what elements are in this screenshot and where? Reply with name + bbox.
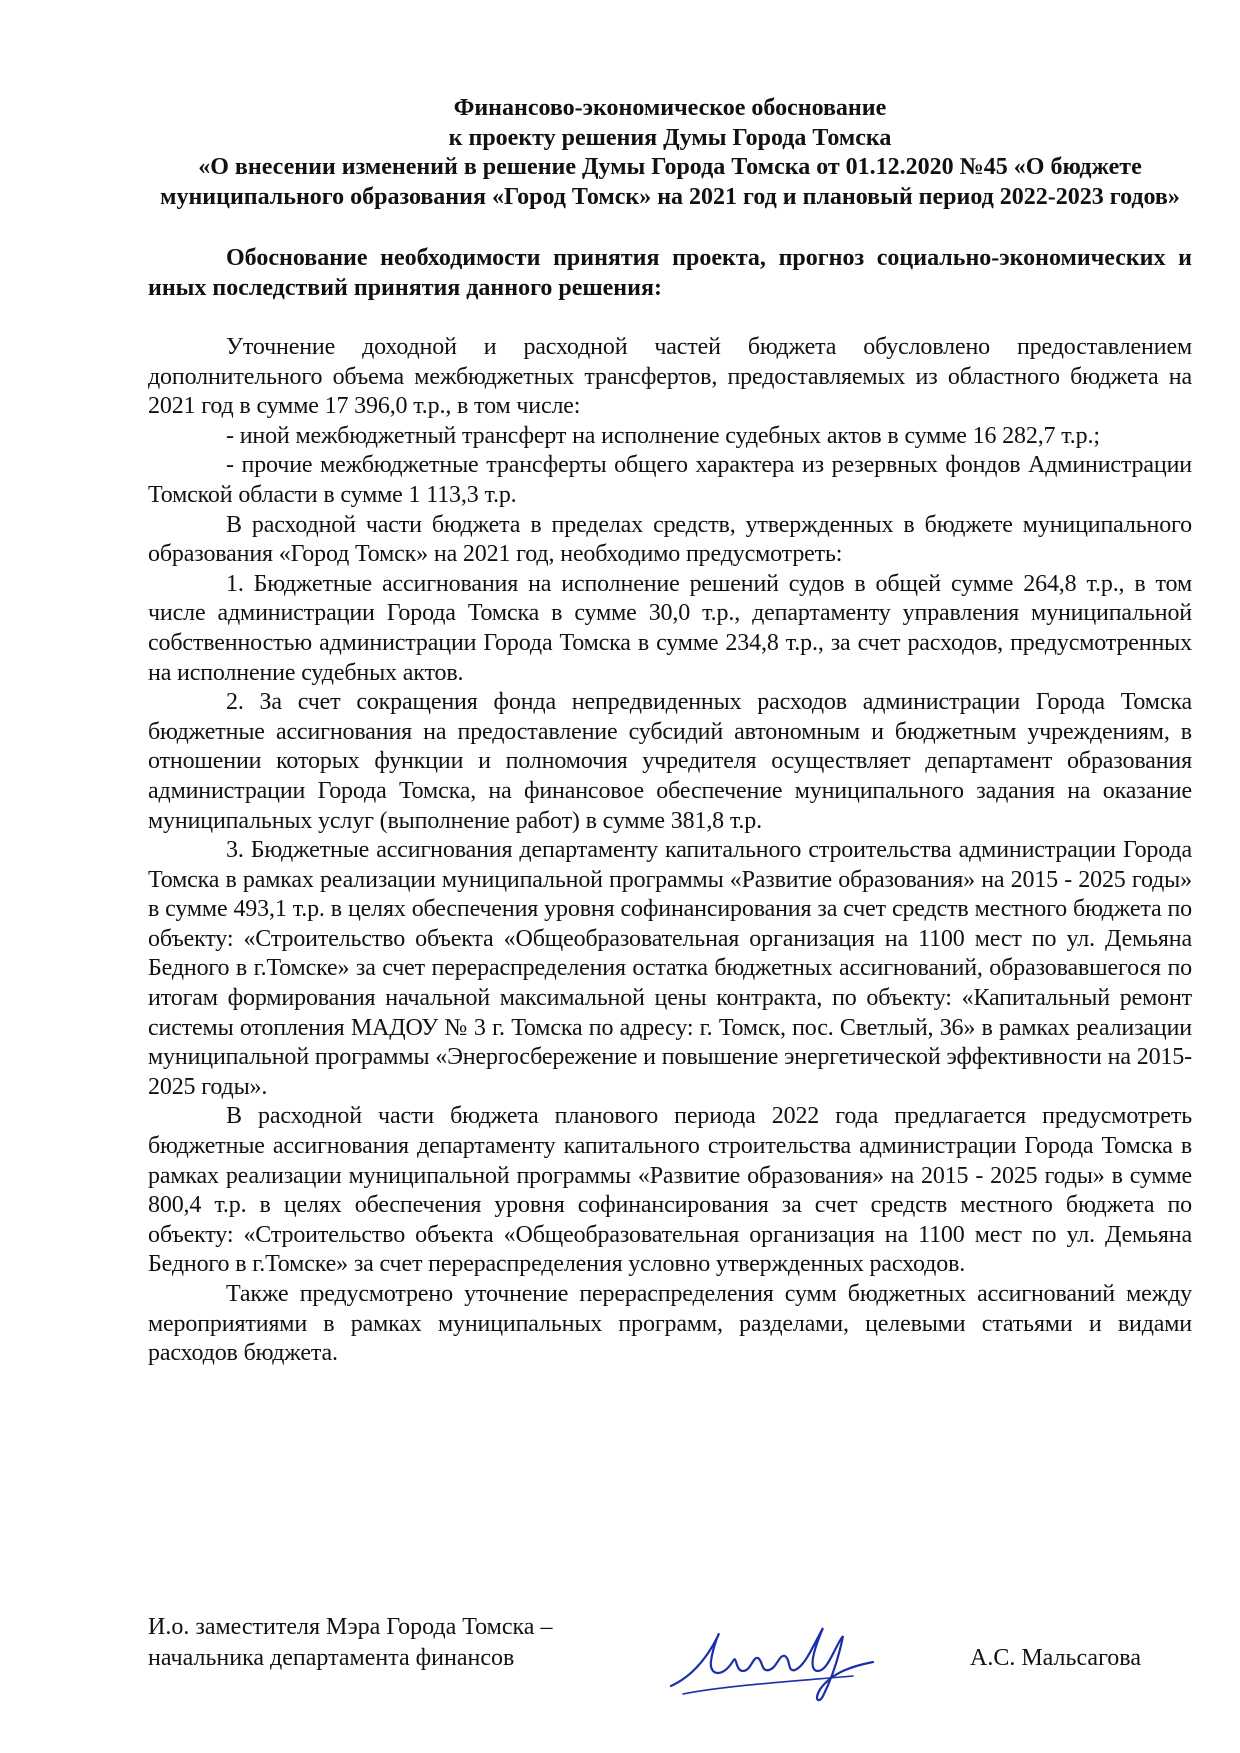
handwritten-signature-icon	[663, 1616, 883, 1706]
title-line-3: «О внесении изменений в решение Думы Города Томска от 01.12.2020 №45 «О бюджете муниципального образования «Город Томск» на 2021 год и плановый период 2022-2023 годов»	[160, 154, 1180, 210]
title-line-2: к проекту решения Думы Города Томска	[448, 124, 892, 151]
numbered-item: 2. За счет сокращения фонда непредвиденных расходов администрации Города Томска бюджетные ассигнования на предоставление субсидий автономным и бюджетным учреждениям, в отношении которых функции и полномочия учредителя осуществляет департамент образования администрации Города Томска, на финансовое обеспечение муниципального задания на оказание муниципальных услуг (выполнение работ) в сумме 381,8 т.р.	[148, 689, 1192, 834]
list-item: - прочие межбюджетные трансферты общего характера из резервных фондов Администрации Томской области в сумме 1 113,3 т.р.	[148, 452, 1192, 508]
signature-block	[148, 1612, 1192, 1712]
title-line-1: Финансово-экономическое обоснование	[453, 95, 887, 121]
paragraph: В расходной части бюджета планового периода 2022 года предлагается предусмотреть бюджетные ассигнования департаменту капитального строительства администрации Города Томска в рамках реализации муниципальной программы «Развитие образования» на 2015 - 2025 годы» в сумме 800,4 т.р. в целях обеспечения уровня софинансирования за счет средств местного бюджета по объекту: «Строительство объекта «Общеобразовательная организация на 1100 мест по ул. Демьяна Бедного в г.Томске» за счет перераспределения условно утвержденных расходов.	[148, 1103, 1192, 1278]
list-item: - иной межбюджетный трансферт на исполнение судебных актов в сумме 16 282,7 т.р.;	[226, 422, 1100, 449]
paragraph: Также предусмотрено уточнение перераспределения сумм бюджетных ассигнований между мероприятиями в рамках муниципальных программ, разделами, целевыми статьями и видами расходов бюджета.	[148, 1281, 1192, 1367]
numbered-item: 3. Бюджетные ассигнования департаменту капитального строительства администрации Города Томска в рамках реализации муниципальной программы «Развитие образования» на 2015 - 2025 годы» в сумме 493,1 т.р. в целях обеспечения уровня софинансирования за счет средств местного бюджета по объекту: «Строительство объекта «Общеобразовательная организация на 1100 мест по ул. Демьяна Бедного в г.Томске» за счет перераспределения остатка бюджетных ассигнований, образовавшегося по итогам формирования начальной максимальной цены контракта, по объекту: «Капитальный ремонт системы отопления МАДОУ № 3 г. Томска по адресу: г. Томск, пос. Светлый, 36» в рамках реализации муниципальной программы «Энергосбережение и повышение энергетической эффективности на 2015-2025 годы».	[148, 837, 1192, 1100]
signatory-name: А.С. Мальсагова	[970, 1645, 1141, 1671]
signatory-position	[148, 1612, 552, 1674]
paragraph: Уточнение доходной и расходной частей бюджета обусловлено предоставлением дополнительного объема межбюджетных трансфертов, предоставляемых из областного бюджета на 2021 год в сумме 17 396,0 т.р., в том числе:	[148, 334, 1192, 420]
section-heading: Обоснование необходимости принятия проекта, прогноз социально-экономических и иных последствий принятия данного решения:	[148, 245, 1192, 301]
paragraph: В расходной части бюджета в пределах средств, утвержденных в бюджете муниципального образования «Город Томск» на 2021 год, необходимо предусмотреть:	[148, 511, 1192, 568]
position-line-1: И.о. заместителя Мэра Города Томска –	[148, 1614, 553, 1640]
numbered-item: 1. Бюджетные ассигнования на исполнение решений судов в общей сумме 264,8 т.р., в том числе администрации Города Томска в сумме 30,0 т.р., департаменту управления муниципальной собственностью администрации Города Томска в сумме 234,8 т.р., за счет расходов, предусмотренных на исполнение судебных актов.	[148, 570, 1192, 686]
position-line-2: начальника департамента финансов	[148, 1645, 515, 1671]
document-page	[148, 94, 1192, 1369]
document-title	[148, 94, 1192, 212]
